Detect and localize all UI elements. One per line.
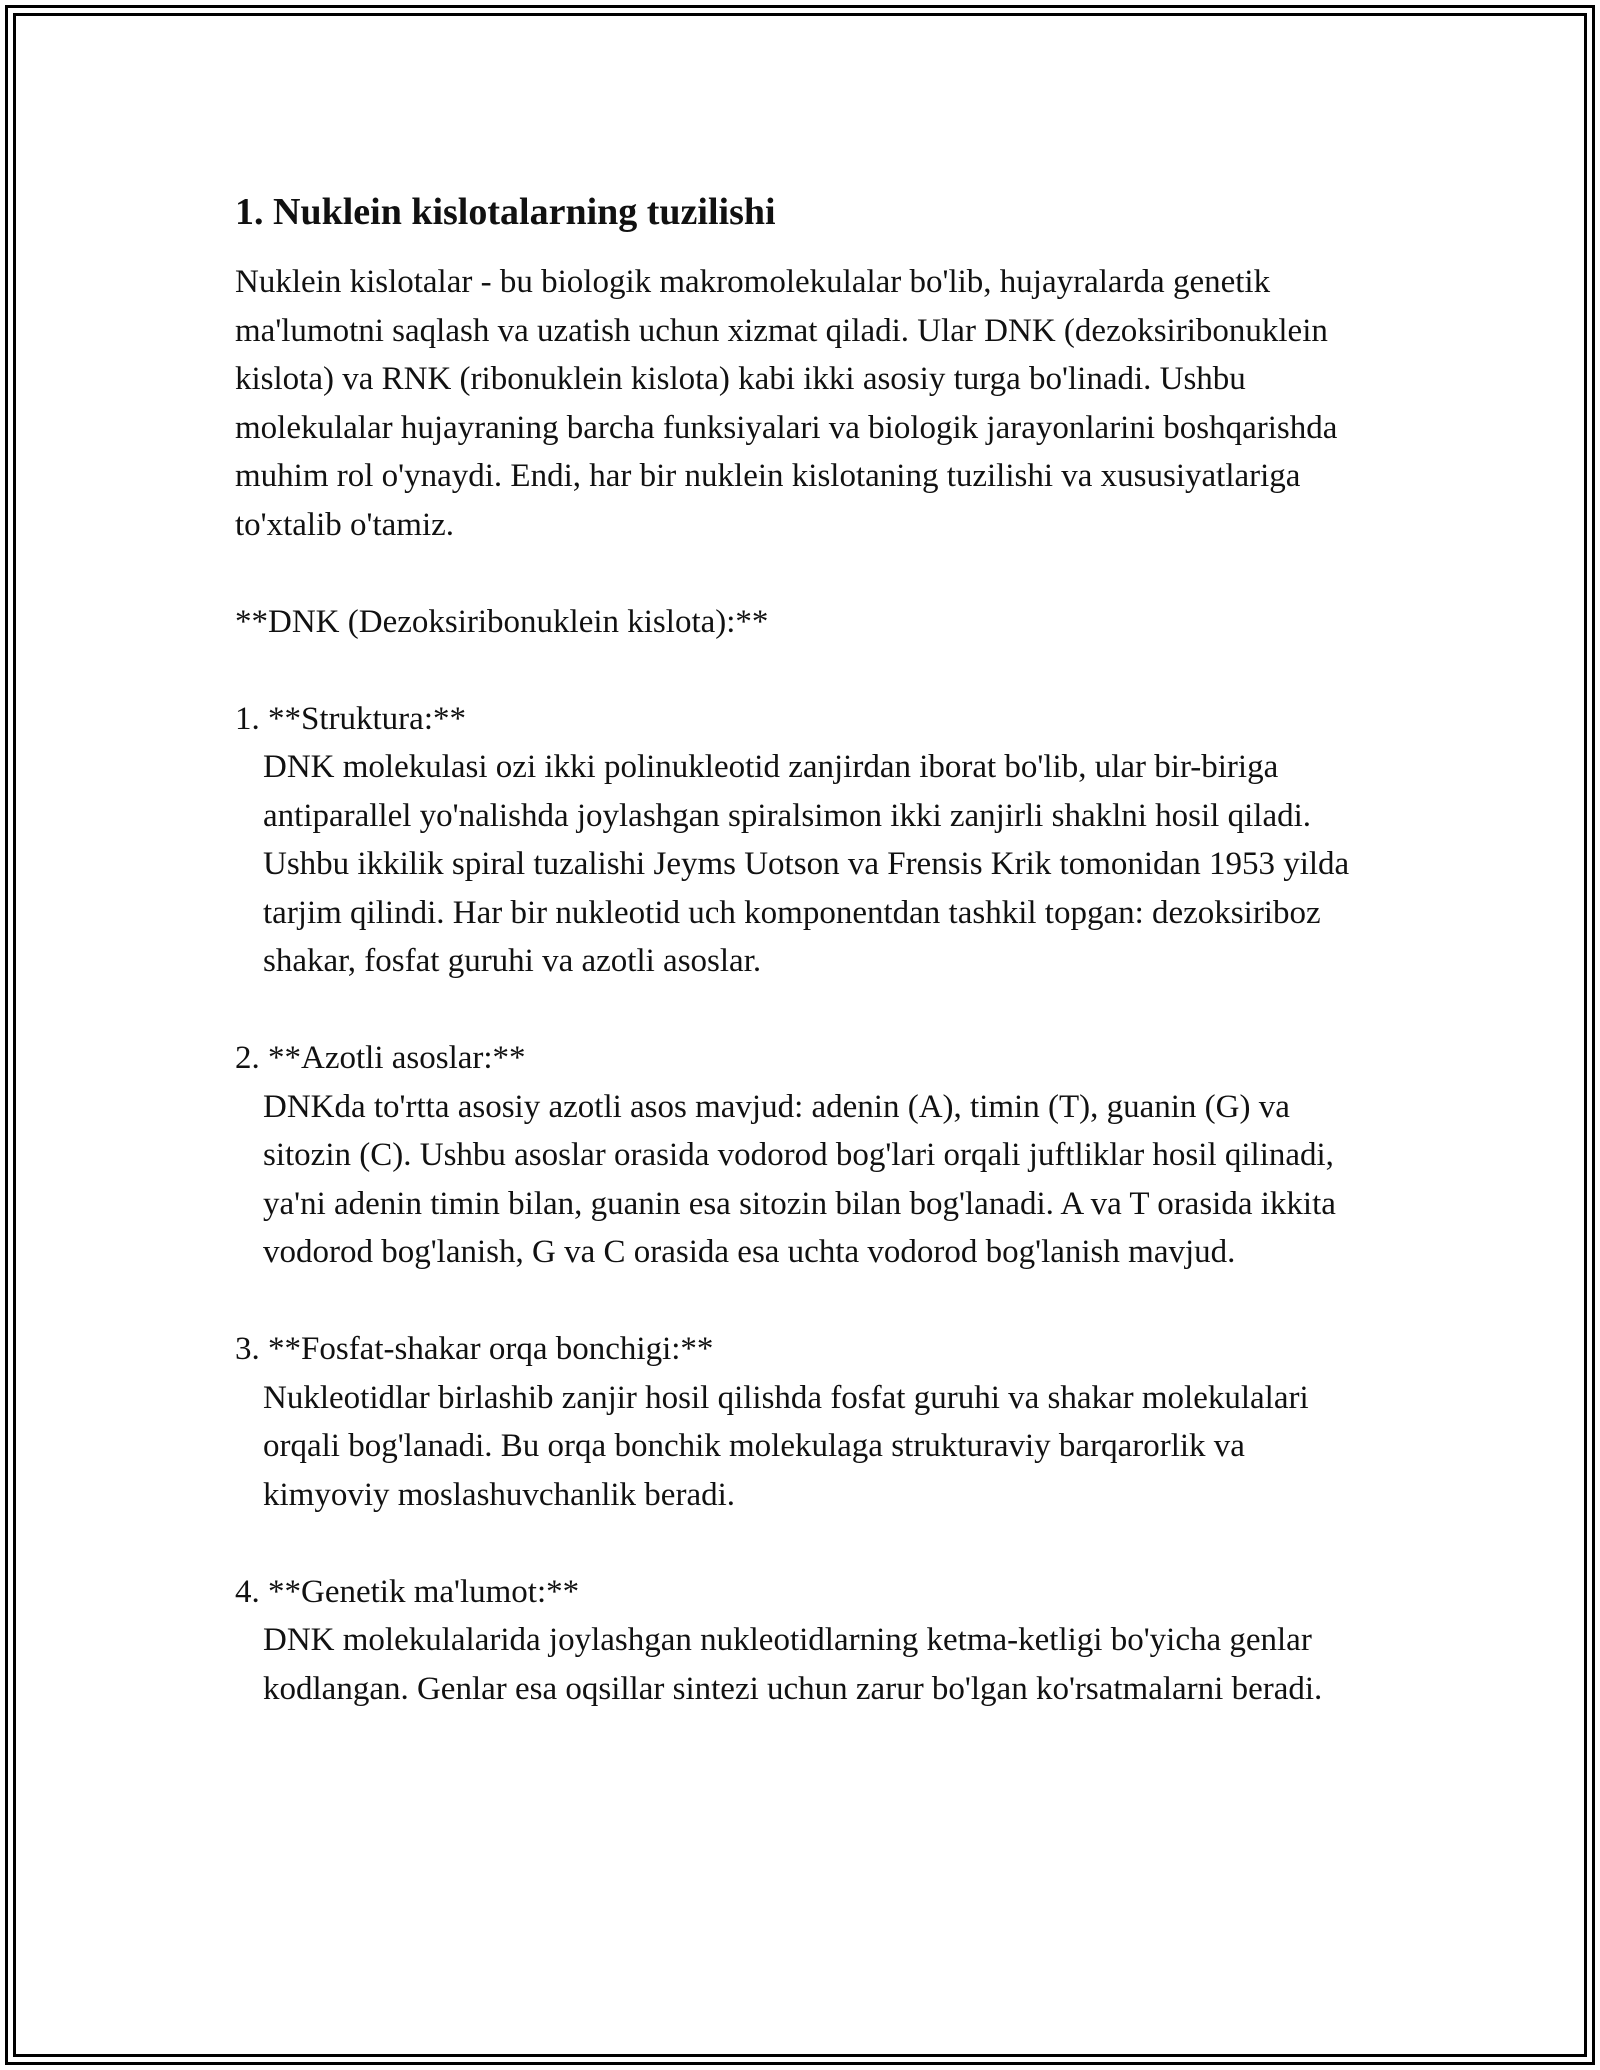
intro-paragraph: Nuklein kislotalar - bu biologik makromolekulalar bo'lib, hujayralarda genetik ma'lumotni saqlash va uzatish uchun xizmat qiladi. Ular DNK (dezoksiribonuklein kislota) va RNK (ribonuklein kislota) kabi ikki asosiy turga bo'linadi. Ushbu molekulalar hujayraning barcha funksiyalari va biologik jarayonlarini boshqarishda muhim rol o'ynaydi. Endi, har bir nuklein kislotaning tuzilishi va xususiyatlariga to'xtalib o'tamiz. (235, 264, 1338, 543)
spacer (235, 549, 1375, 598)
section-struktura (235, 695, 1375, 986)
spacer (235, 1519, 1375, 1568)
dnk-title: **DNK (Dezoksiribonuklein kislota):** (235, 603, 769, 640)
section-azotli-asoslar (235, 1034, 1375, 1277)
section-text: DNKda to'rtta asosiy azotli asos mavjud: adenin (A), timin (T), guanin (G) va sitozin (C). Ushbu asoslar orasida vodorod bog'lari orqali juftliklar hosil qilinadi, ya'ni adenin timin bilan, guanin esa sitozin bilan bog'lanadi. A va T orasida ikkita vodorod bog'lanish, G va C orasida esa uchta vodorod bog'lanish mavjud. (263, 1088, 1336, 1270)
section-genetik-malumot (235, 1568, 1375, 1714)
section-title: 4. **Genetik ma'lumot:** (235, 1573, 580, 1610)
spacer (235, 1277, 1375, 1326)
document-body (235, 186, 1375, 1713)
section-title: 2. **Azotli asoslar:** (235, 1040, 526, 1076)
section-text: Nukleotidlar birlashib zanjir hosil qilishda fosfat guruhi va shakar molekulalari orqali bog'lanadi. Bu orqa bonchik molekulaga strukturaviy barqarorlik va kimyoviy moslashuvchanlik beradi. (263, 1379, 1309, 1513)
section-text: DNK molekulalarida joylashgan nukleotidlarning ketma-ketligi bo'yicha genlar kodlangan. Genlar esa oqsillar sintezi uchun zarur bo'lgan ko'rsatmalarni beradi. (263, 1622, 1323, 1707)
section-text: DNK molekulasi ozi ikki polinukleotid zanjirdan iborat bo'lib, ular bir-biriga antiparallel yo'nalishda joylashgan spiralsimon ikki zanjirli shaklni hosil qiladi. Ushbu ikkilik spiral tuzalishi Jeyms Uotson va Frensis Krik tomonidan 1953 yilda tarjim qilindi. Har bir nukleotid uch komponentdan tashkil topgan: dezoksiriboz shakar, fosfat guruhi va azotli asoslar. (263, 749, 1350, 979)
spacer (235, 986, 1375, 1035)
section-title: 3. **Fosfat-shakar orqa bonchigi:** (235, 1331, 714, 1367)
section-title: 1. **Struktura:** (235, 700, 466, 737)
section-heading: 1. Nuklein kislotalarning tuzilishi (235, 191, 776, 233)
spacer (235, 646, 1375, 695)
section-fosfat-shakar (235, 1325, 1375, 1519)
